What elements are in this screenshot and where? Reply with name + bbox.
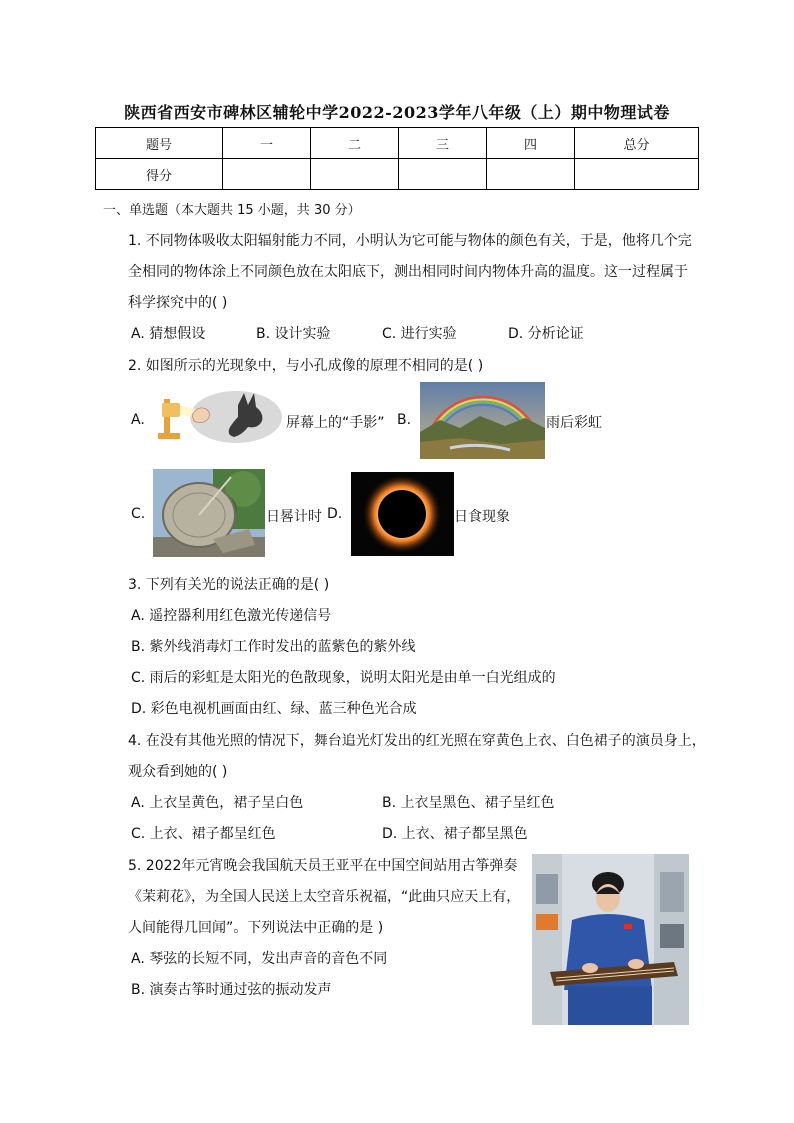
score-header-cell: 总分 [575,128,699,159]
q1-option-b: B. 设计实验 [256,326,331,342]
q1-option-a: A. 猜想假设 [131,326,206,342]
q1-line: 全相同的物体涂上不同颜色放在太阳底下，测出相同时间内物体升高的温度。这一过程属于 [128,264,688,280]
score-cell [311,159,399,190]
score-header-cell: 题号 [96,128,223,159]
q2-option-b-text: 雨后彩虹 [546,415,602,431]
q5-option-b: B. 演奏古筝时通过弦的振动发声 [131,982,332,998]
score-table-header-row [96,128,699,159]
score-header-cell: 一 [223,128,311,159]
q2-option-d-text: 日食现象 [454,509,510,525]
hand-shadow-image [154,389,282,445]
q3-option-c: C. 雨后的彩虹是太阳光的色散现象，说明太阳光是由单一白光组成的 [131,670,556,686]
q4-option-d: D. 上衣、裙子都呈黑色 [382,826,528,842]
score-cell [575,159,699,190]
q4-line: 4. 在没有其他光照的情况下，舞台追光灯发出的红光照在穿黄色上衣、白色裙子的演员身上， [128,733,706,749]
q2-option-a-label: A. [131,412,145,428]
q5-line: 5. 2022年元宵晚会我国航天员王亚平在中国空间站用古筝弹奏 [128,858,518,874]
q2-option-d-label: D. [327,506,343,522]
q1-option-d: D. 分析论证 [508,326,584,342]
q4-option-b: B. 上衣呈黑色、裙子呈红色 [382,795,555,811]
q4-line: 观众看到她的( ) [128,764,228,780]
q2-option-a-text: 屏幕上的“手影” [286,415,385,431]
score-table [95,127,699,190]
q2-stem: 2. 如图所示的光现象中，与小孔成像的原理不相同的是( ) [128,358,484,374]
score-header-cell: 二 [311,128,399,159]
q3-option-a: A. 遥控器利用红色激光传递信号 [131,608,332,624]
q3-stem: 3. 下列有关光的说法正确的是( ) [128,577,330,593]
score-table-score-row [96,159,699,190]
score-header-cell: 三 [399,128,487,159]
q3-option-d: D. 彩色电视机画面由红、绿、蓝三种色光合成 [131,701,417,717]
q2-option-c-text: 日晷计时 [266,509,322,525]
q1-line: 科学探究中的( ) [128,295,228,311]
sundial-image [153,469,265,557]
rainbow-image [420,382,545,459]
solar-eclipse-image [351,472,454,556]
q1-option-c: C. 进行实验 [382,326,457,342]
q4-option-a: A. 上衣呈黄色，裙子呈白色 [131,795,304,811]
q5-line: 人间能得几回闻”。下列说法中正确的是 ) [128,920,384,936]
section-heading: 一、单选题（本大题共 15 小题，共 30 分） [103,203,361,218]
q3-option-b: B. 紫外线消毒灯工作时发出的蓝紫色的紫外线 [131,639,416,655]
score-row-label: 得分 [96,159,223,190]
score-cell [487,159,575,190]
q5-option-a: A. 琴弦的长短不同，发出声音的音色不同 [131,951,388,967]
q2-option-c-label: C. [131,506,146,522]
score-cell [223,159,311,190]
q1-line: 1. 不同物体吸收太阳辐射能力不同，小明认为它可能与物体的颜色有关，于是，他将几个完 [128,233,692,249]
q5-line: 《茉莉花》，为全国人民送上太空音乐祝福，“此曲只应天上有， [128,889,521,905]
exam-title: 陕西省西安市碑林区辅轮中学2022-2023学年八年级（上）期中物理试卷 [124,103,670,122]
astronaut-guzheng-image [532,854,689,1025]
score-cell [399,159,487,190]
q2-option-b-label: B. [397,412,412,428]
q4-option-c: C. 上衣、裙子都呈红色 [131,826,276,842]
score-header-cell: 四 [487,128,575,159]
